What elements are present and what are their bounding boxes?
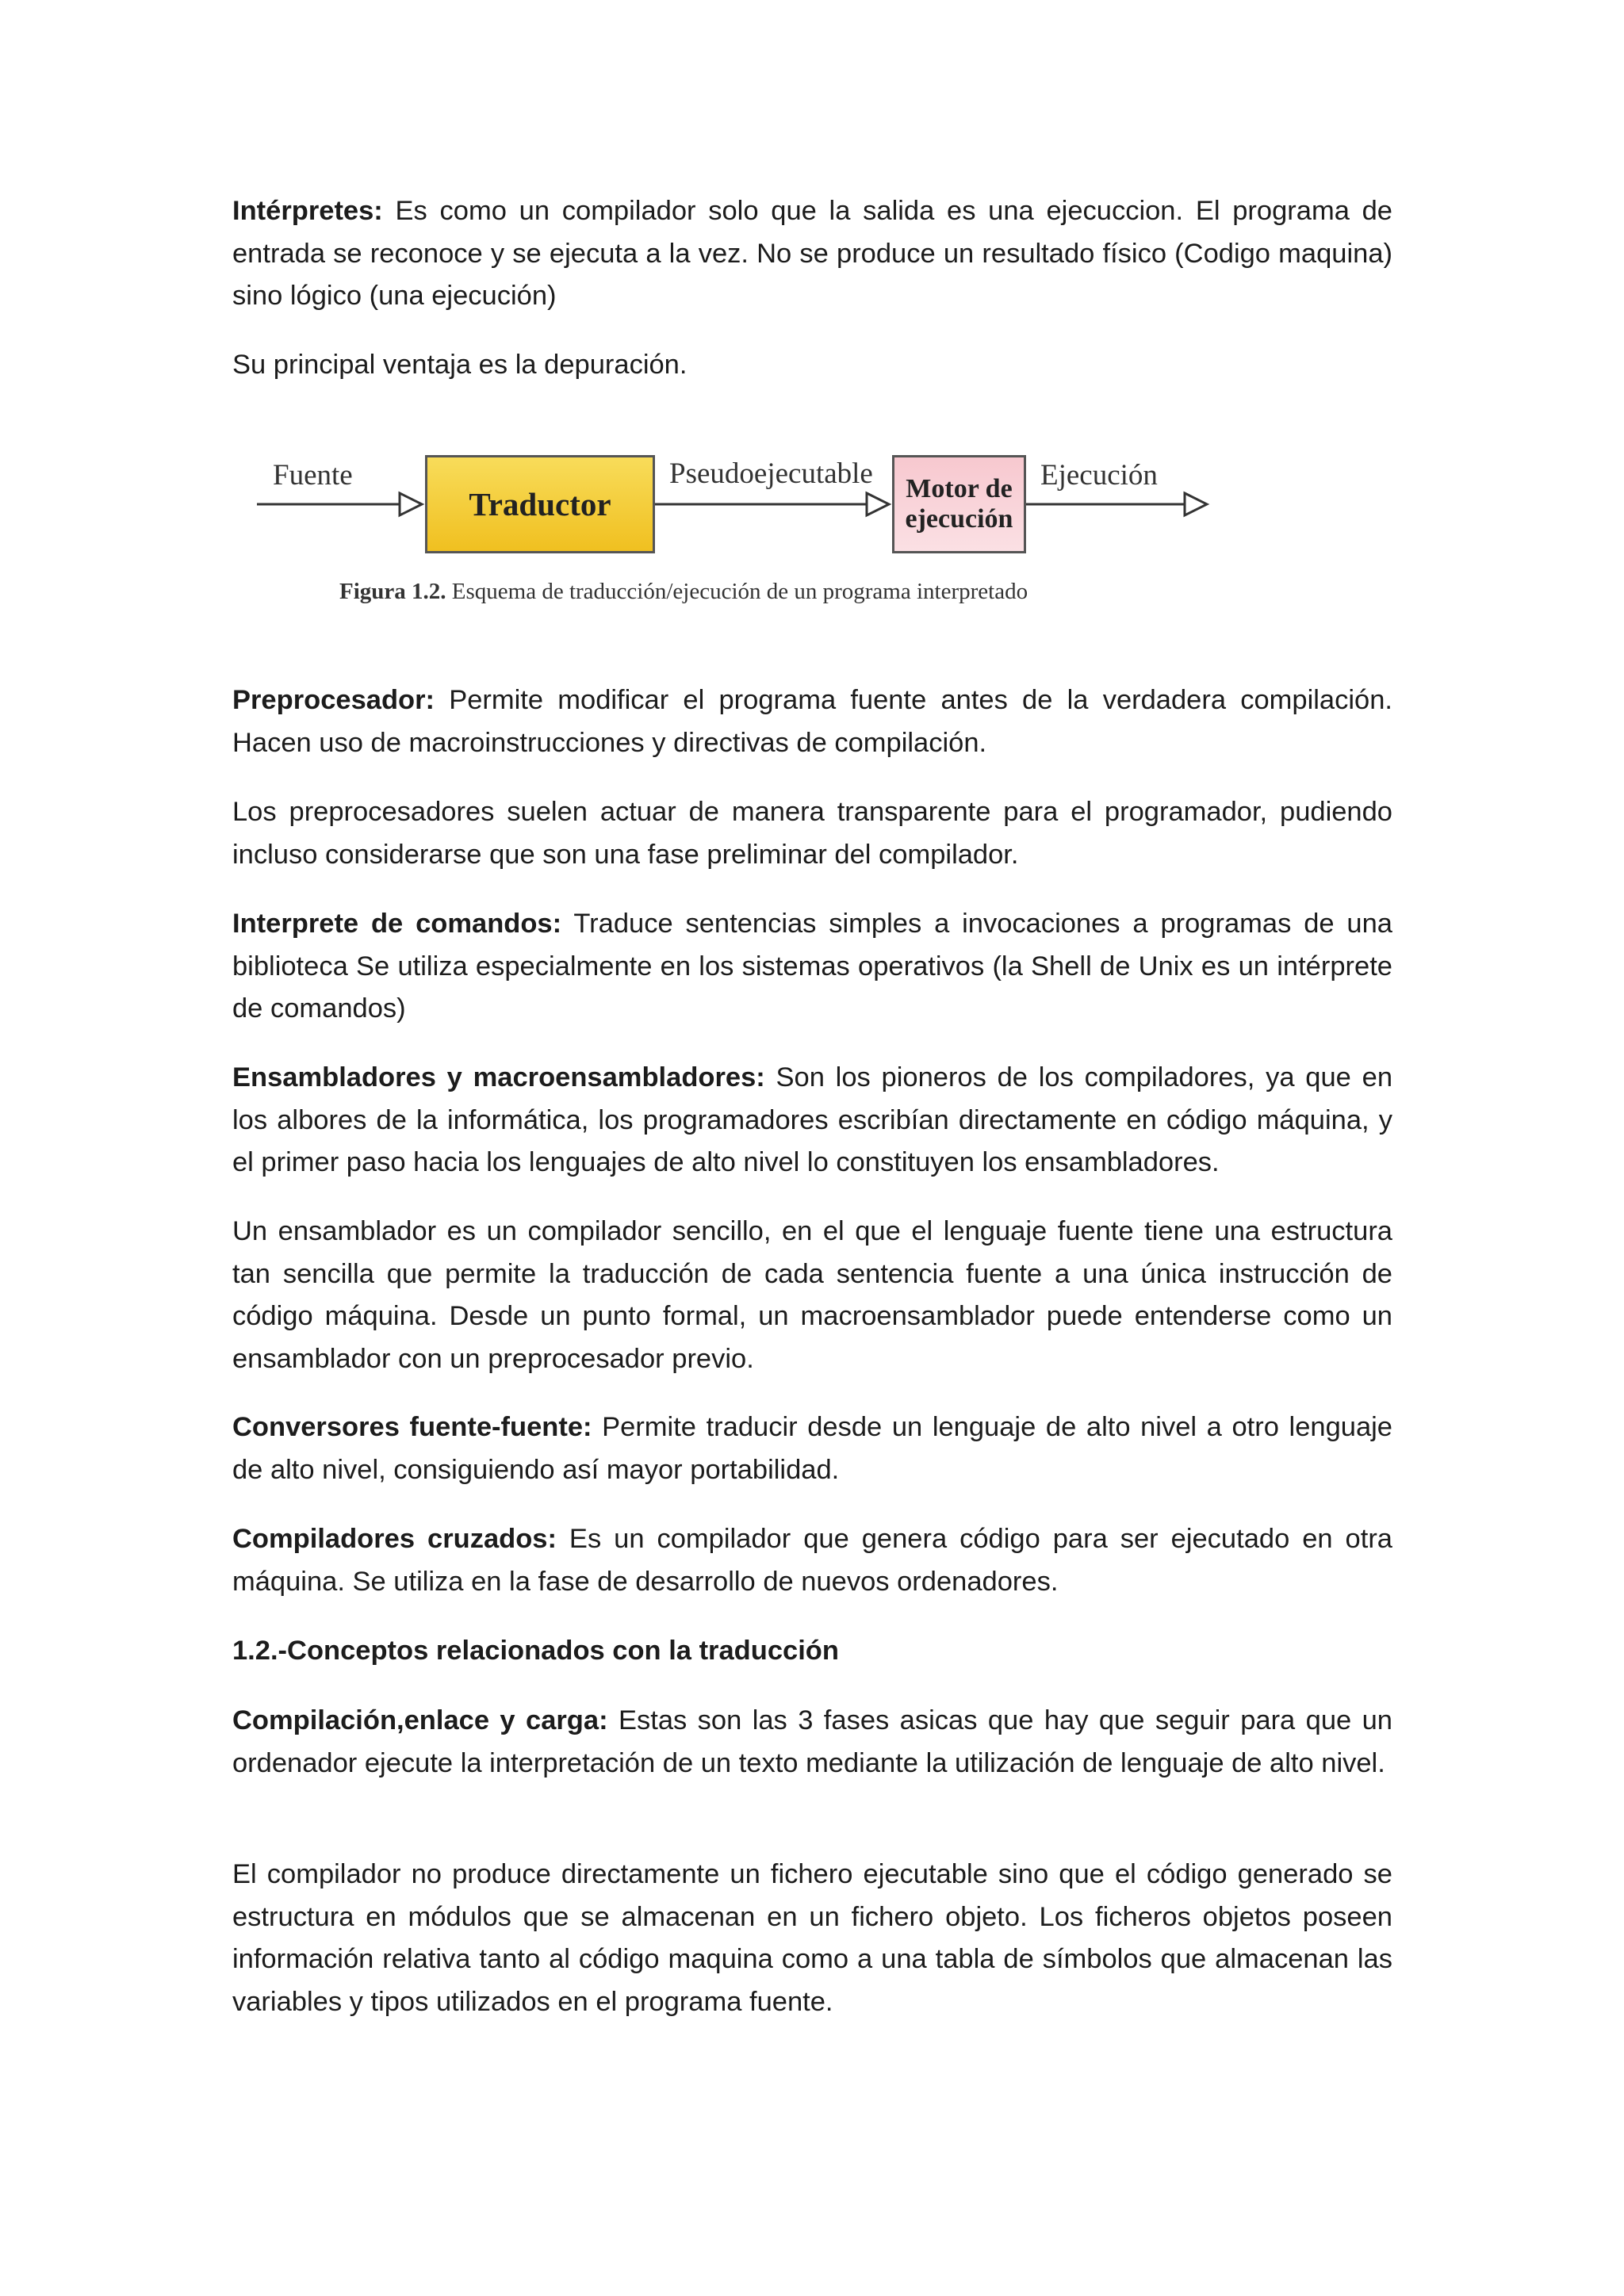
arrow-pseudo-head	[867, 493, 889, 515]
term-cruzados: Compiladores cruzados:	[232, 1524, 557, 1554]
text-cruzados: Es un compilador que genera código para ser ejecutado en otra máquina. Se utiliza en la fase de desarrollo de nuevos ordenadores.	[232, 1524, 1392, 1597]
figure-caption	[339, 579, 1212, 605]
box-motor-line2: ejecución	[905, 504, 1013, 534]
paragraph-compilador-fichero: El compilador no produce directamente un fichero ejecutable sino que el código generado se estructura en módulos que se almacenan en un fichero objeto. Los ficheros objetos poseen información relativa tanto al código maquina como a una tabla de símbolos que almacenan las variables y tipos utilizados en el programa fuente.	[232, 1859, 1392, 2017]
box-motor-ejecucion	[892, 455, 1026, 553]
paragraph-cruzados	[232, 1518, 1392, 1603]
arrow-ejecucion-head	[1185, 493, 1207, 515]
term-interpretes: Intérpretes:	[232, 196, 383, 226]
paragraph-interpretes	[232, 190, 1392, 318]
term-ensambladores: Ensambladores y macroensambladores:	[232, 1062, 765, 1093]
box-traductor: Traductor	[425, 455, 655, 553]
caption-text: Esquema de traducción/ejecución de un programa interpretado	[446, 579, 1028, 604]
figure-interpreter-diagram	[254, 444, 1237, 618]
paragraph-ensamblador: Un ensamblador es un compilador sencillo, en el que el lenguaje fuente tiene una estructura tan sencilla que permite la traducción de cada sentencia fuente a una única instrucción de código máquina. Desde un punto formal, un macroensamblador puede entenderse como un ensamblador con un preprocesador previo.	[232, 1216, 1392, 1374]
label-pseudoejecutable: Pseudoejecutable	[669, 457, 873, 490]
text-interprete-comandos: Traduce sentencias simples a invocaciones a programas de una biblioteca Se utiliza especialmente en los sistemas operativos (la Shell de Unix es un intérprete de comandos)	[232, 909, 1392, 1024]
text-ensambladores: Son los pioneros de los compiladores, ya que en los albores de la informática, los programadores escribían directamente en código máquina, y el primer paso hacia los lenguajes de alto nivel lo constituyen los ensambladores.	[232, 1062, 1393, 1177]
caption-number: Figura 1.2.	[339, 579, 446, 604]
text-preprocesador: Permite modificar el programa fuente antes de la verdadera compilación. Hacen uso de macroinstrucciones y directivas de compilación.	[232, 685, 1392, 758]
text-compilacion: Estas son las 3 fases asicas que hay que seguir para que un ordenador ejecute la interpretación de un texto mediante la utilización de lenguaje de alto nivel.	[232, 1705, 1392, 1778]
term-compilacion: Compilación,enlace y carga:	[232, 1705, 608, 1735]
section-heading: 1.2.-Conceptos relacionados con la traducción	[232, 1636, 839, 1666]
term-conversores: Conversores fuente-fuente:	[232, 1412, 592, 1442]
label-ejecucion: Ejecución	[1040, 459, 1158, 492]
paragraph-preprocesador	[232, 679, 1392, 764]
paragraph-preprocesadores: Los preprocesadores suelen actuar de manera transparente para el programador, pudiendo incluso considerarse que son una fase preliminar del compilador.	[232, 797, 1392, 870]
paragraph-compilacion	[232, 1700, 1392, 1785]
box-motor-text	[906, 474, 1013, 534]
label-fuente: Fuente	[273, 459, 353, 492]
term-preprocesador: Preprocesador:	[232, 685, 435, 715]
paragraph-ventaja: Su principal ventaja es la depuración.	[232, 350, 688, 380]
arrow-fuente-head	[400, 493, 422, 515]
box-motor-line1: Motor de	[906, 474, 1013, 503]
paragraph-interprete-comandos	[232, 903, 1392, 1031]
text-conversores: Permite traducir desde un lenguaje de alto nivel a otro lenguaje de alto nivel, consiguiendo así mayor portabilidad.	[232, 1412, 1392, 1485]
paragraph-ensambladores	[232, 1057, 1392, 1184]
paragraph-conversores	[232, 1406, 1392, 1491]
term-interprete-comandos: Interprete de comandos:	[232, 909, 562, 939]
text-interpretes: Es como un compilador solo que la salida es una ejecuccion. El programa de entrada se reconoce y se ejecuta a la vez. No se produce un resultado físico (Codigo maquina) sino lógico (una ejecución)	[232, 196, 1392, 311]
